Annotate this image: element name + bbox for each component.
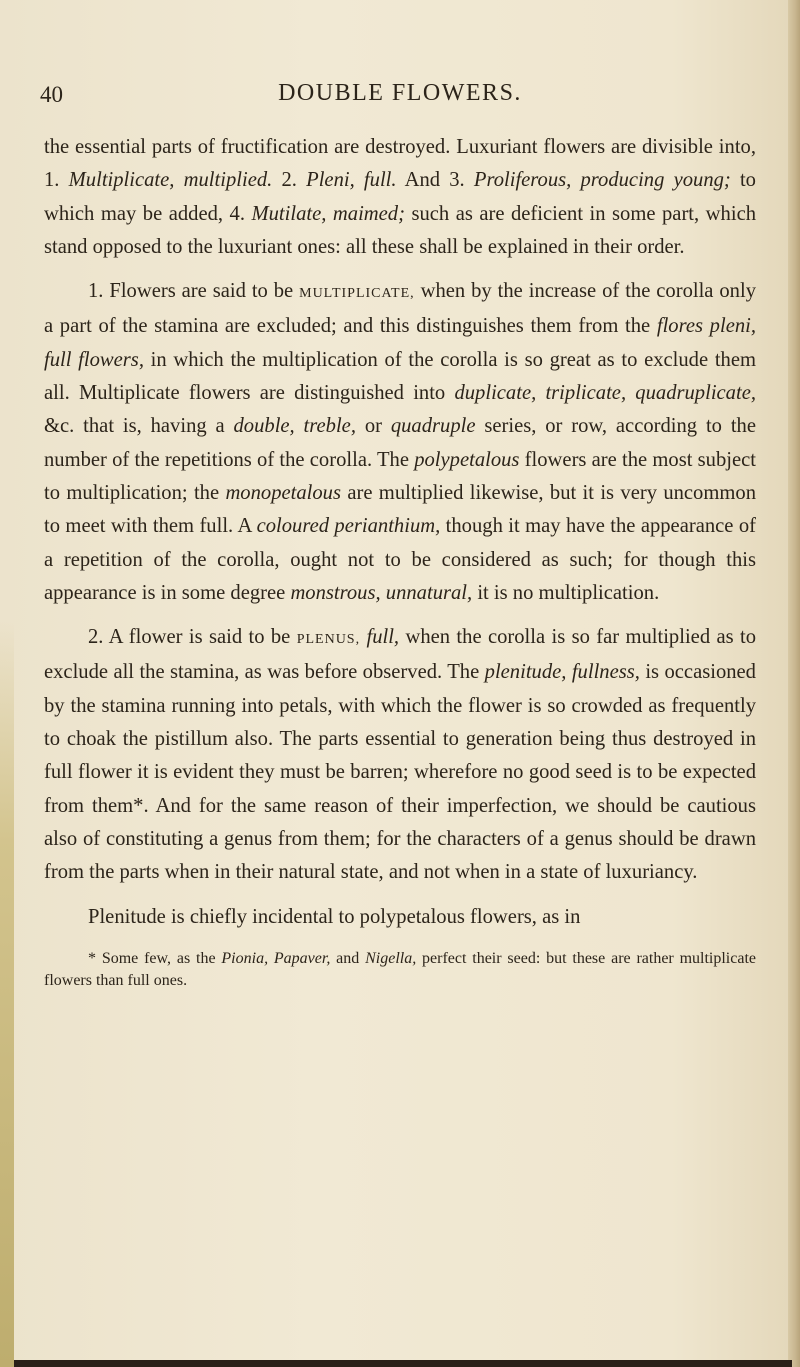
italic-phrase: polypetalous (414, 448, 520, 471)
text-run: &c. that is, having a (44, 415, 234, 438)
italic-phrase: Multiplicate, multiplied. (68, 169, 273, 192)
text-run: such as are deficient in some part, which stand opposed to the luxuriant ones: all these shall be explained in their order. (44, 202, 757, 258)
text-run: or (355, 415, 391, 438)
small-caps-term: PLENUS, (296, 632, 361, 648)
text-run: series, or row, according to the number of the repetitions of the corolla. The (44, 415, 756, 471)
italic-phrase: Mutilate, maimed; (251, 202, 405, 225)
page-edge-right (788, 0, 800, 1367)
running-head: DOUBLE FLOWERS. (278, 80, 522, 106)
text-run: 2. (272, 169, 307, 192)
italic-phrase: monopetalous (225, 481, 341, 504)
italic-phrase: full, (366, 626, 400, 649)
text-run: is occasioned by the stamina running into petals, with which the flower is so crowded as frequently to choak the pistillum also. The parts essential to generation being thus destroyed in full flower it is evident they must be barren; wherefore no good seed is to be expected from them*. And for the same reason of their imperfection, we should be cautious also of constituting a genus from them; for the characters of a genus should be drawn from the parts when in their natural state, and not when in a state of luxuriancy. (44, 661, 756, 884)
text-run: though it may have the appearance of a repetition of the corolla, ought not to be considered as such; for though this appearance is in some degree (44, 515, 756, 604)
page-edge-stain (0, 620, 14, 1367)
italic-phrase: Pionia, Papaver, (221, 950, 331, 967)
italic-phrase: flores pleni, full flowers, (44, 315, 757, 371)
paragraph-2 (44, 275, 756, 610)
text-run: * Some few, as the (88, 950, 222, 967)
italic-phrase: coloured perianthium, (256, 515, 441, 538)
text-run: perfect their seed: but these are rather multiplicate flowers than full ones. (44, 950, 756, 989)
text-run: and (330, 950, 366, 967)
text-run: flowers are the most subject to multiplication; the (44, 448, 756, 504)
page-header (40, 80, 760, 114)
italic-phrase: monstrous, unnatural, (290, 581, 473, 604)
text-run: Plenitude is chiefly incidental to polypetalous flowers, as in (88, 905, 581, 928)
italic-phrase: plenitude, fullness, (484, 661, 640, 684)
paragraph-3 (44, 621, 756, 889)
text-run: 2. A flower is said to be (88, 626, 297, 649)
text-run: it is no multiplication. (472, 581, 660, 604)
bottom-edge (14, 1360, 792, 1367)
italic-phrase: double, treble, (233, 415, 356, 438)
small-caps-term: MULTIPLICATE, (299, 286, 415, 302)
text-run: in which the multiplication of the corolla is so great as to exclude them all. Multiplicate flowers are distinguished into (44, 348, 756, 405)
italic-phrase: duplicate, triplicate, quadruplicate, (454, 382, 756, 405)
text-run: And 3. (396, 169, 474, 192)
italic-phrase: Nigella, (365, 950, 417, 967)
text-run: to which may be added, 4. (44, 169, 756, 225)
footnote (44, 948, 756, 992)
italic-phrase: Pleni, full. (306, 169, 397, 192)
text-run: when by the increase of the corolla only a part of the stamina are excluded; and this distinguishes them from the (44, 280, 756, 338)
text-run: when the corolla is so far multiplied as to exclude all the stamina, as was before observed. The (44, 626, 757, 684)
paragraph-1 (44, 131, 756, 264)
italic-phrase: Proliferous, producing young; (473, 169, 731, 192)
text-run: the essential parts of fructification are destroyed. Luxuriant flowers are divisible into, 1. (44, 136, 756, 192)
italic-phrase: quadruple (390, 415, 476, 438)
page-number: 40 (40, 82, 63, 107)
paragraph-4 (44, 901, 756, 934)
body-text (44, 131, 756, 934)
text-run: are multiplied likewise, but it is very uncommon to meet with them full. A (44, 481, 756, 538)
text-run: 1. Flowers are said to be (88, 280, 300, 303)
